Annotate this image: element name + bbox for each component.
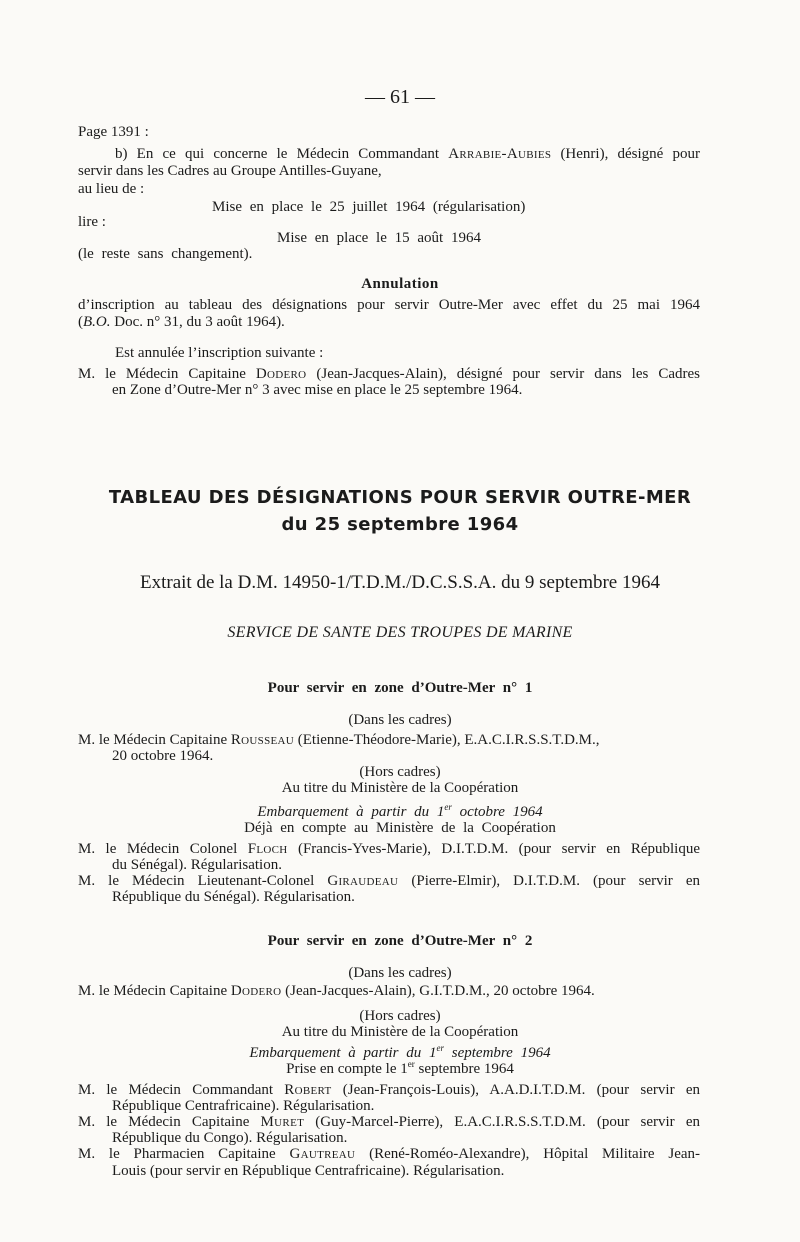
corrigendum-line-2: servir dans les Cadres au Groupe Antilles-Guyane, <box>78 163 382 179</box>
tableau-title: TABLEAU DES DÉSIGNATIONS POUR SERVIR OUTRE-MER <box>108 487 692 508</box>
tableau-date: du 25 septembre 1964 <box>281 514 519 535</box>
zone-1-entry-3-line-2: République du Sénégal). Régularisation. <box>112 889 355 905</box>
officer-name: Muret <box>260 1114 305 1130</box>
zone-2-entry-3: M. le Médecin Capitaine Muret (Guy-Marcel-Pierre), E.A.C.I.R.S.S.T.D.M. (pour servir en <box>78 1114 700 1130</box>
officer-name: Dodero <box>230 983 282 999</box>
annulation-line-2: (B.O. Doc. n° 31, du 3 août 1964). <box>78 314 285 330</box>
annulation-entry: M. le Médecin Capitaine Dodero (Jean-Jacques-Alain), désigné pour servir dans les Cadres <box>78 366 700 382</box>
officer-name: Gautreau <box>289 1146 356 1162</box>
zone-2-entry-3-line-2: République du Congo). Régularisation. <box>112 1130 348 1146</box>
officer-name: Rousseau <box>230 732 295 748</box>
zone-1-entry-1: M. le Médecin Capitaine Rousseau (Etienne-Théodore-Marie), E.A.C.I.R.S.S.T.D.M., <box>78 732 600 748</box>
zone-1-entry-2-line-2: du Sénégal). Régularisation. <box>112 857 282 873</box>
annulation-title: Annulation <box>361 276 439 292</box>
zone-1-deja-en-compte: Déjà en compte au Ministère de la Coopération <box>244 820 556 836</box>
zone-2-entry-2: M. le Médecin Commandant Robert (Jean-François-Louis), A.A.D.I.T.D.M. (pour servir en <box>78 1082 700 1098</box>
zone-2-cooperation: Au titre du Ministère de la Coopération <box>281 1024 519 1040</box>
service-title: SERVICE DE SANTE DES TROUPES DE MARINE <box>227 624 573 641</box>
officer-name: Dodero <box>255 366 307 382</box>
zone-1-entry-3: M. le Médecin Lieutenant-Colonel Giraudeau (Pierre-Elmir), D.I.T.D.M. (pour servir en <box>78 873 700 889</box>
lire-label: lire : <box>78 214 106 230</box>
zone-2-hors-cadres: (Hors cadres) <box>359 1008 441 1024</box>
annulation-entry-line-2: en Zone d’Outre-Mer n° 3 avec mise en place le 25 septembre 1964. <box>112 382 523 398</box>
zone-2-dans-cadres: (Dans les cadres) <box>348 965 452 981</box>
page-reference: Page 1391 : <box>78 124 149 140</box>
zone-2-entry-4-line-2: Louis (pour servir en République Centrafricaine). Régularisation. <box>112 1163 505 1179</box>
officer-name: Robert <box>284 1082 332 1098</box>
au-lieu-de-label: au lieu de : <box>78 181 145 197</box>
rest-unchanged: (le reste sans changement). <box>78 246 253 262</box>
new-value: Mise en place le 15 août 1964 <box>277 230 481 246</box>
zone-1-hors-cadres: (Hors cadres) <box>359 764 441 780</box>
zone-2-prise-en-compte: Prise en compte le 1er septembre 1964 <box>286 1059 514 1077</box>
zone-2-embarquement: Embarquement à partir du 1er septembre 1964 <box>249 1043 551 1061</box>
zone-2-title: Pour servir en zone d’Outre-Mer n° 2 <box>267 933 533 949</box>
zone-1-title: Pour servir en zone d’Outre-Mer n° 1 <box>267 680 533 696</box>
annulation-line-1: d’inscription au tableau des désignations pour servir Outre-Mer avec effet du 25 mai 1964 <box>78 297 700 313</box>
zone-1-cooperation: Au titre du Ministère de la Coopération <box>281 780 519 796</box>
zone-2-entry-4: M. le Pharmacien Capitaine Gautreau (René-Roméo-Alexandre), Hôpital Militaire Jean- <box>78 1146 700 1162</box>
extrait-line: Extrait de la D.M. 14950-1/T.D.M./D.C.S.S.A. du 9 septembre 1964 <box>140 572 660 593</box>
zone-1-entry-2: M. le Médecin Colonel Floch (Francis-Yves-Marie), D.I.T.D.M. (pour servir en République <box>78 841 700 857</box>
old-value: Mise en place le 25 juillet 1964 (régularisation) <box>212 199 526 215</box>
zone-2-entry-2-line-2: République Centrafricaine). Régularisation. <box>112 1098 375 1114</box>
page-number: — 61 — <box>365 86 435 108</box>
officer-name: Giraudeau <box>327 873 399 889</box>
zone-1-dans-cadres: (Dans les cadres) <box>348 712 452 728</box>
officer-name: Arrabie-Aubies <box>448 146 552 162</box>
officer-name: Floch <box>247 841 288 857</box>
zone-1-embarquement: Embarquement à partir du 1er octobre 1964 <box>257 802 543 820</box>
annulation-line-3: Est annulée l’inscription suivante : <box>115 345 324 361</box>
corrigendum-line-1: b) En ce qui concerne le Médecin Commandant Arrabie-Aubies (Henri), désigné pour <box>115 146 700 162</box>
zone-1-entry-1-line-2: 20 octobre 1964. <box>112 748 214 764</box>
zone-2-entry-1: M. le Médecin Capitaine Dodero (Jean-Jacques-Alain), G.I.T.D.M., 20 octobre 1964. <box>78 983 595 999</box>
